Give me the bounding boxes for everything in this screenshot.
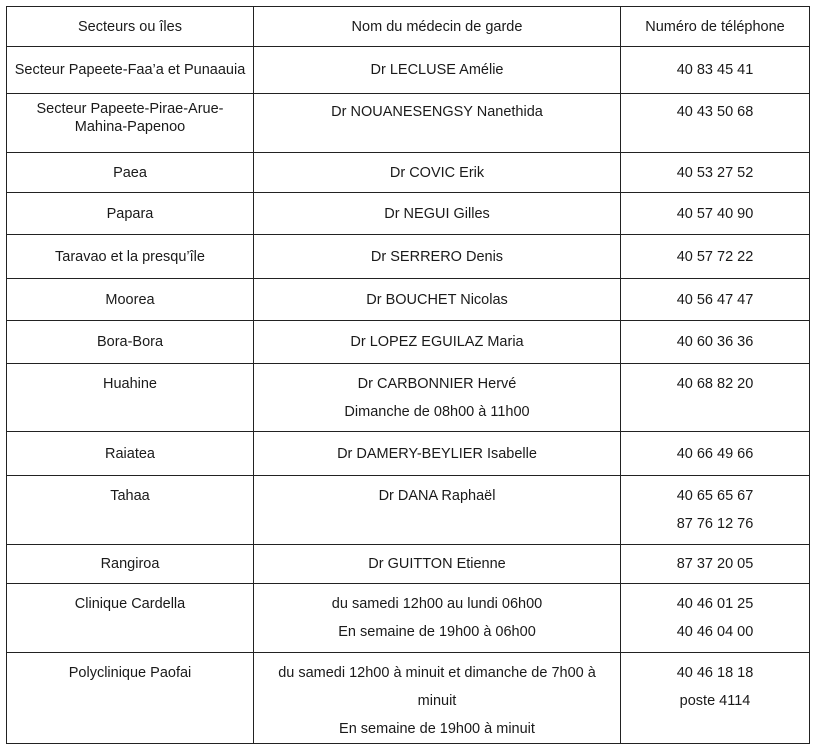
table-row	[7, 153, 810, 193]
doctor-name: Dr NEGUI Gilles	[384, 205, 490, 222]
sector-cell: Clinique Cardella	[7, 584, 254, 653]
doctor-name: Dr NOUANESENGSY Nanethida	[331, 104, 543, 120]
doctor-name: Dr LECLUSE Amélie	[370, 62, 504, 78]
table-row	[7, 653, 810, 744]
doctor-cell	[254, 153, 621, 193]
table-row	[7, 193, 810, 235]
sector-cell: Paea	[7, 153, 254, 193]
phone-cell	[621, 321, 810, 364]
doctor-name: Dr BOUCHET Nicolas	[366, 291, 508, 308]
phone-number: 40 66 49 66	[676, 445, 754, 462]
header-row	[7, 7, 810, 47]
phone-number: 40 65 65 67	[676, 488, 754, 504]
doctor-cell	[254, 235, 621, 279]
phone-number: 40 60 36 36	[676, 334, 754, 350]
doctor-name: Dr GUITTON Etienne	[368, 556, 506, 572]
doctor-cell	[254, 279, 621, 321]
doctor-name: Dr DAMERY-BEYLIER Isabelle	[337, 445, 537, 462]
table-row	[7, 432, 810, 476]
sector-cell: Tahaa	[7, 476, 254, 545]
sector-cell: Polyclinique Paofai	[7, 653, 254, 744]
table-row	[7, 279, 810, 321]
phone-cell	[621, 279, 810, 321]
doctor-name: Dr COVIC Erik	[389, 164, 485, 181]
sector-cell: Secteur Papeete-Pirae-Arue-Mahina-Papenoo	[7, 94, 254, 153]
header-sector: Secteurs ou îles	[7, 7, 254, 47]
sector-cell: Raiatea	[7, 432, 254, 476]
doctor-cell	[254, 94, 621, 153]
table-row	[7, 47, 810, 94]
table-row	[7, 94, 810, 153]
table-row	[7, 584, 810, 653]
doctor-cell	[254, 653, 621, 744]
phone-extension: poste 4114	[679, 693, 751, 709]
doctor-hours: Dimanche de 08h00 à 11h00	[344, 404, 530, 420]
doctor-cell	[254, 364, 621, 432]
hours-weekend: du samedi 12h00 à minuit et dimanche de 7h00 à minuit	[278, 665, 596, 709]
sector-cell: Rangiroa	[7, 545, 254, 584]
sector-cell: Bora-Bora	[7, 321, 254, 364]
doctor-name: Dr LOPEZ EGUILAZ Maria	[350, 334, 524, 350]
phone-number: 40 68 82 20	[676, 376, 754, 392]
table-row	[7, 321, 810, 364]
phone-cell	[621, 235, 810, 279]
hours-weekday: En semaine de 19h00 à minuit	[339, 721, 535, 737]
phone-cell	[621, 432, 810, 476]
table-row	[7, 235, 810, 279]
phone-number: 87 37 20 05	[676, 556, 754, 572]
table-row	[7, 476, 810, 545]
doctor-cell	[254, 432, 621, 476]
phone-number: 87 76 12 76	[676, 516, 754, 532]
phone-cell	[621, 584, 810, 653]
phone-number: 40 56 47 47	[676, 291, 754, 308]
doctor-name: Dr DANA Raphaël	[378, 488, 496, 504]
sector-cell: Taravao et la presqu’île	[7, 235, 254, 279]
doctor-cell	[254, 47, 621, 94]
header-doctor: Nom du médecin de garde	[254, 7, 621, 47]
doctor-name: Dr SERRERO Denis	[370, 248, 504, 265]
doctor-cell	[254, 193, 621, 235]
phone-number: 40 57 72 22	[676, 248, 754, 265]
doctor-cell	[254, 321, 621, 364]
on-call-doctors-table	[6, 6, 810, 744]
doctor-cell	[254, 476, 621, 545]
phone-number: 40 83 45 41	[676, 62, 754, 78]
doctor-cell	[254, 584, 621, 653]
phone-number: 40 57 40 90	[676, 205, 754, 222]
phone-cell	[621, 364, 810, 432]
phone-cell	[621, 193, 810, 235]
phone-number: 40 43 50 68	[676, 104, 754, 120]
phone-number: 40 53 27 52	[676, 164, 754, 181]
phone-cell	[621, 476, 810, 545]
doctor-name: Dr CARBONNIER Hervé	[357, 376, 517, 392]
phone-number: 40 46 01 25	[676, 596, 754, 612]
phone-cell	[621, 94, 810, 153]
sector-cell: Huahine	[7, 364, 254, 432]
table-row	[7, 364, 810, 432]
phone-number: 40 46 18 18	[676, 665, 754, 681]
header-phone: Numéro de téléphone	[621, 7, 810, 47]
phone-number: 40 46 04 00	[676, 624, 754, 640]
sector-cell: Moorea	[7, 279, 254, 321]
hours-weekday: En semaine de 19h00 à 06h00	[338, 624, 536, 640]
phone-cell	[621, 545, 810, 584]
phone-cell	[621, 47, 810, 94]
table-row	[7, 545, 810, 584]
phone-cell	[621, 653, 810, 744]
sector-cell: Secteur Papeete-Faa’a et Punaauia	[7, 47, 254, 94]
phone-cell	[621, 153, 810, 193]
doctor-cell	[254, 545, 621, 584]
sector-cell: Papara	[7, 193, 254, 235]
hours-weekend: du samedi 12h00 au lundi 06h00	[331, 596, 543, 612]
